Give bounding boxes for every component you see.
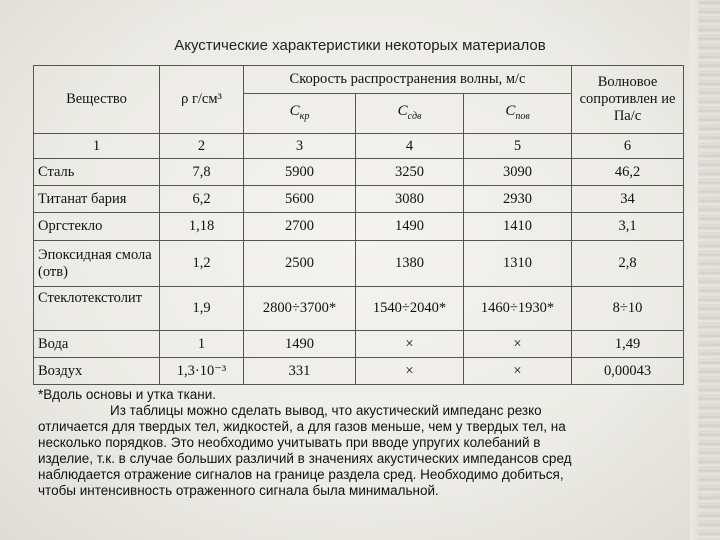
row-c-surface: 1310 — [464, 241, 572, 287]
row-c-shear: 1380 — [356, 241, 464, 287]
row-c-surface: 1410 — [464, 213, 572, 241]
header-c-longitudinal — [244, 94, 356, 134]
row-c-shear: 1490 — [356, 213, 464, 241]
materials-table — [33, 65, 684, 385]
row-c-longitudinal: 2800÷3700* — [244, 287, 356, 331]
row-c-surface: 1460÷1930* — [464, 287, 572, 331]
table-row — [34, 358, 684, 385]
c-subscript: сдв — [407, 110, 422, 122]
row-impedance: 46,2 — [572, 159, 684, 186]
row-c-surface: 2930 — [464, 186, 572, 213]
header-c-surface — [464, 94, 572, 134]
row-density: 6,2 — [160, 186, 244, 213]
row-name: Титанат бария — [34, 186, 160, 213]
page-edge-decoration — [698, 0, 720, 540]
row-c-shear: × — [356, 358, 464, 385]
row-c-longitudinal: 5900 — [244, 159, 356, 186]
header-substance: Вещество — [34, 66, 160, 134]
column-number: 2 — [160, 134, 244, 159]
header-velocity-group: Скорость распространения волны, м/с — [244, 66, 572, 94]
row-density: 1,2 — [160, 241, 244, 287]
column-number: 1 — [34, 134, 160, 159]
paragraph-line: наблюдается отражение сигналов на границе раздела сред. Необходимо добиться, — [38, 467, 564, 482]
column-number: 6 — [572, 134, 684, 159]
column-number: 3 — [244, 134, 356, 159]
row-impedance: 0,00043 — [572, 358, 684, 385]
column-number: 4 — [356, 134, 464, 159]
column-number: 5 — [464, 134, 572, 159]
row-c-shear: × — [356, 331, 464, 358]
c-subscript: кр — [299, 110, 310, 122]
row-impedance: 34 — [572, 186, 684, 213]
c-symbol: C — [505, 102, 516, 119]
header-impedance: Волновое сопротивлен ие Па/с — [572, 66, 684, 134]
paragraph-line: изделие, т.к. в случае больших различий в значениях акустических импедансов сред — [38, 451, 572, 466]
row-impedance: 8÷10 — [572, 287, 684, 331]
row-name: Эпоксидная смола (отв) — [34, 241, 160, 287]
row-c-longitudinal: 2700 — [244, 213, 356, 241]
paragraph-line: отличается для твердых тел, жидкостей, а для газов меньше, чем у твердых тел, на — [38, 419, 566, 434]
footnote: *Вдоль основы и утка ткани. — [38, 387, 217, 402]
table-row — [34, 287, 684, 331]
row-impedance: 3,1 — [572, 213, 684, 241]
row-c-shear: 3080 — [356, 186, 464, 213]
row-c-shear: 1540÷2040* — [356, 287, 464, 331]
row-density: 1,9 — [160, 287, 244, 331]
page-title: Акустические характеристики некоторых материалов — [174, 37, 546, 54]
row-name: Оргстекло — [34, 213, 160, 241]
row-c-longitudinal: 5600 — [244, 186, 356, 213]
row-c-surface: 3090 — [464, 159, 572, 186]
row-c-shear: 3250 — [356, 159, 464, 186]
c-symbol: C — [289, 102, 300, 119]
row-density: 1 — [160, 331, 244, 358]
header-density: ρ г/см³ — [160, 66, 244, 134]
row-c-longitudinal: 1490 — [244, 331, 356, 358]
table-row — [34, 331, 684, 358]
row-impedance: 2,8 — [572, 241, 684, 287]
c-subscript: пов — [515, 110, 530, 122]
column-numbers-row — [34, 134, 684, 159]
row-name: Вода — [34, 331, 160, 358]
row-density: 1,18 — [160, 213, 244, 241]
notes-text — [38, 387, 690, 499]
paragraph-line: Из таблицы можно сделать вывод, что акустический импеданс резко — [110, 403, 542, 418]
table-row — [34, 241, 684, 287]
table-row — [34, 159, 684, 186]
row-name: Сталь — [34, 159, 160, 186]
row-density: 1,3·10⁻³ — [160, 358, 244, 385]
table-row — [34, 186, 684, 213]
paragraph-line: несколько порядков. Это необходимо учитывать при вводе упругих колебаний в — [38, 435, 541, 450]
row-c-longitudinal: 331 — [244, 358, 356, 385]
paragraph-line: чтобы интенсивность отраженного сигнала была минимальной. — [38, 483, 439, 498]
row-density: 7,8 — [160, 159, 244, 186]
row-impedance: 1,49 — [572, 331, 684, 358]
c-symbol: C — [397, 102, 408, 119]
table-row — [34, 213, 684, 241]
row-name: Воздух — [34, 358, 160, 385]
row-c-surface: × — [464, 331, 572, 358]
header-c-shear — [356, 94, 464, 134]
row-c-longitudinal: 2500 — [244, 241, 356, 287]
row-name: Стеклотекстолит — [34, 287, 160, 331]
row-c-surface: × — [464, 358, 572, 385]
